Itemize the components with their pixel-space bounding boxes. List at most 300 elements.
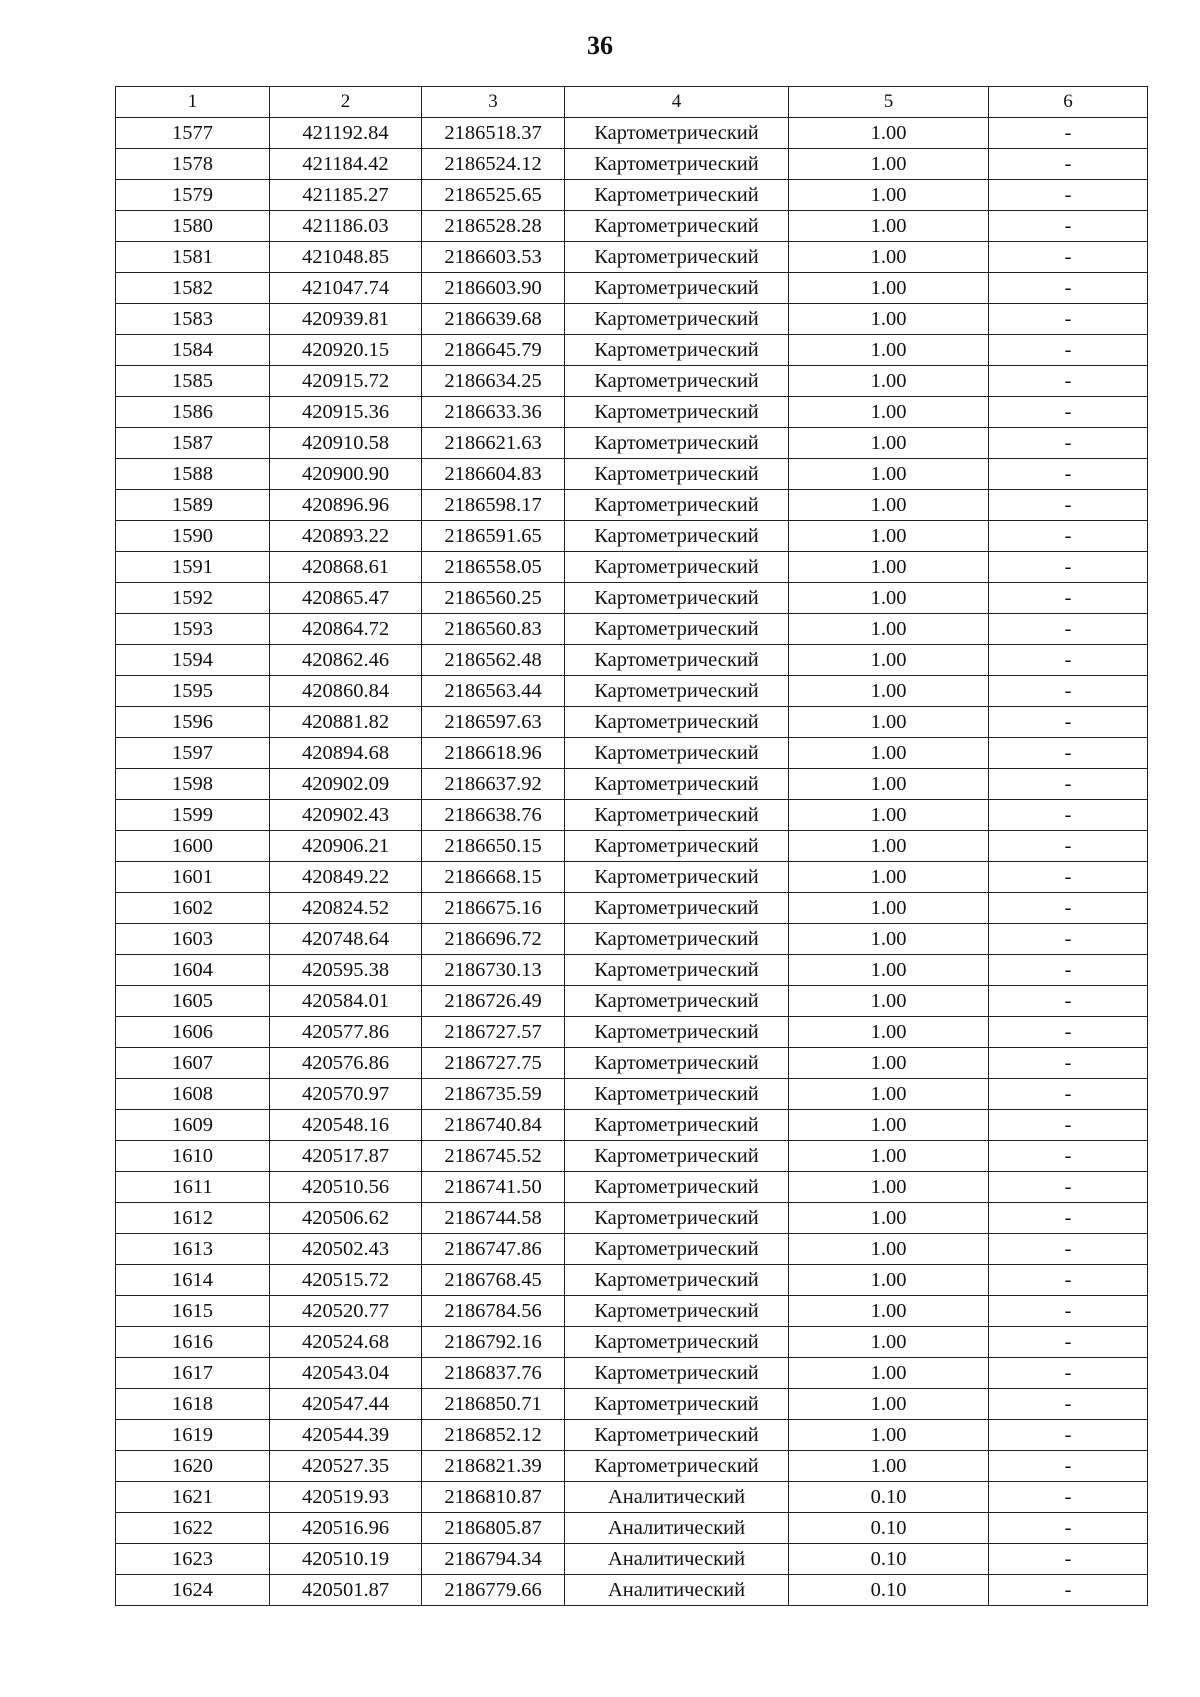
point-number-cell: 1599 xyxy=(116,800,270,831)
x-coordinate-cell: 420595.38 xyxy=(270,955,422,986)
accuracy-cell: 1.00 xyxy=(789,614,989,645)
accuracy-cell: 1.00 xyxy=(789,1451,989,1482)
table-row xyxy=(116,707,1148,738)
description-cell: - xyxy=(989,1482,1148,1513)
x-coordinate-cell: 420502.43 xyxy=(270,1234,422,1265)
header-row xyxy=(116,87,1148,118)
accuracy-cell: 1.00 xyxy=(789,645,989,676)
point-number-cell: 1596 xyxy=(116,707,270,738)
y-coordinate-cell: 2186668.15 xyxy=(422,862,565,893)
accuracy-cell: 1.00 xyxy=(789,1234,989,1265)
point-number-cell: 1619 xyxy=(116,1420,270,1451)
y-coordinate-cell: 2186563.44 xyxy=(422,676,565,707)
accuracy-cell: 1.00 xyxy=(789,149,989,180)
x-coordinate-cell: 420881.82 xyxy=(270,707,422,738)
method-cell: Картометрический xyxy=(565,676,789,707)
method-cell: Картометрический xyxy=(565,1172,789,1203)
accuracy-cell: 1.00 xyxy=(789,862,989,893)
accuracy-cell: 1.00 xyxy=(789,335,989,366)
accuracy-cell: 1.00 xyxy=(789,428,989,459)
method-cell: Картометрический xyxy=(565,769,789,800)
y-coordinate-cell: 2186675.16 xyxy=(422,893,565,924)
y-coordinate-cell: 2186597.63 xyxy=(422,707,565,738)
method-cell: Картометрический xyxy=(565,149,789,180)
accuracy-cell: 1.00 xyxy=(789,1048,989,1079)
accuracy-cell: 0.10 xyxy=(789,1544,989,1575)
table-row xyxy=(116,1451,1148,1482)
method-cell: Картометрический xyxy=(565,1389,789,1420)
accuracy-cell: 1.00 xyxy=(789,273,989,304)
x-coordinate-cell: 421047.74 xyxy=(270,273,422,304)
description-cell: - xyxy=(989,1079,1148,1110)
x-coordinate-cell: 421048.85 xyxy=(270,242,422,273)
description-cell: - xyxy=(989,1544,1148,1575)
method-cell: Картометрический xyxy=(565,1079,789,1110)
x-coordinate-cell: 420868.61 xyxy=(270,552,422,583)
accuracy-cell: 1.00 xyxy=(789,304,989,335)
table-row xyxy=(116,1420,1148,1451)
method-cell: Картометрический xyxy=(565,304,789,335)
table-row xyxy=(116,862,1148,893)
description-cell: - xyxy=(989,893,1148,924)
y-coordinate-cell: 2186558.05 xyxy=(422,552,565,583)
table-row xyxy=(116,1017,1148,1048)
y-coordinate-cell: 2186821.39 xyxy=(422,1451,565,1482)
table-row xyxy=(116,893,1148,924)
y-coordinate-cell: 2186639.68 xyxy=(422,304,565,335)
method-cell: Картометрический xyxy=(565,521,789,552)
x-coordinate-cell: 420862.46 xyxy=(270,645,422,676)
point-number-cell: 1623 xyxy=(116,1544,270,1575)
y-coordinate-cell: 2186735.59 xyxy=(422,1079,565,1110)
y-coordinate-cell: 2186747.86 xyxy=(422,1234,565,1265)
method-cell: Аналитический xyxy=(565,1575,789,1606)
description-cell: - xyxy=(989,614,1148,645)
accuracy-cell: 1.00 xyxy=(789,1265,989,1296)
accuracy-cell: 1.00 xyxy=(789,1017,989,1048)
y-coordinate-cell: 2186852.12 xyxy=(422,1420,565,1451)
table-row xyxy=(116,986,1148,1017)
table-row xyxy=(116,1358,1148,1389)
x-coordinate-cell: 421186.03 xyxy=(270,211,422,242)
x-coordinate-cell: 420527.35 xyxy=(270,1451,422,1482)
x-coordinate-cell: 420902.09 xyxy=(270,769,422,800)
method-cell: Картометрический xyxy=(565,614,789,645)
y-coordinate-cell: 2186792.16 xyxy=(422,1327,565,1358)
y-coordinate-cell: 2186837.76 xyxy=(422,1358,565,1389)
y-coordinate-cell: 2186730.13 xyxy=(422,955,565,986)
accuracy-cell: 1.00 xyxy=(789,118,989,149)
point-number-cell: 1604 xyxy=(116,955,270,986)
description-cell: - xyxy=(989,1358,1148,1389)
y-coordinate-cell: 2186598.17 xyxy=(422,490,565,521)
accuracy-cell: 1.00 xyxy=(789,242,989,273)
accuracy-cell: 1.00 xyxy=(789,676,989,707)
table-row xyxy=(116,304,1148,335)
point-number-cell: 1611 xyxy=(116,1172,270,1203)
description-cell: - xyxy=(989,955,1148,986)
method-cell: Картометрический xyxy=(565,986,789,1017)
method-cell: Картометрический xyxy=(565,180,789,211)
coordinates-table xyxy=(115,86,1148,1606)
description-cell: - xyxy=(989,521,1148,552)
table-row xyxy=(116,397,1148,428)
description-cell: - xyxy=(989,1327,1148,1358)
accuracy-cell: 1.00 xyxy=(789,1079,989,1110)
y-coordinate-cell: 2186768.45 xyxy=(422,1265,565,1296)
accuracy-cell: 1.00 xyxy=(789,1141,989,1172)
y-coordinate-cell: 2186745.52 xyxy=(422,1141,565,1172)
y-coordinate-cell: 2186650.15 xyxy=(422,831,565,862)
x-coordinate-cell: 420515.72 xyxy=(270,1265,422,1296)
x-coordinate-cell: 421192.84 xyxy=(270,118,422,149)
accuracy-cell: 1.00 xyxy=(789,738,989,769)
accuracy-cell: 1.00 xyxy=(789,1203,989,1234)
table-row xyxy=(116,118,1148,149)
y-coordinate-cell: 2186805.87 xyxy=(422,1513,565,1544)
point-number-cell: 1588 xyxy=(116,459,270,490)
point-number-cell: 1591 xyxy=(116,552,270,583)
method-cell: Картометрический xyxy=(565,955,789,986)
point-number-cell: 1601 xyxy=(116,862,270,893)
accuracy-cell: 1.00 xyxy=(789,211,989,242)
description-cell: - xyxy=(989,490,1148,521)
method-cell: Картометрический xyxy=(565,366,789,397)
table-row xyxy=(116,1141,1148,1172)
description-cell: - xyxy=(989,831,1148,862)
table-row xyxy=(116,1234,1148,1265)
point-number-cell: 1600 xyxy=(116,831,270,862)
method-cell: Картометрический xyxy=(565,738,789,769)
accuracy-cell: 1.00 xyxy=(789,893,989,924)
y-coordinate-cell: 2186560.83 xyxy=(422,614,565,645)
method-cell: Аналитический xyxy=(565,1544,789,1575)
y-coordinate-cell: 2186528.28 xyxy=(422,211,565,242)
table-row xyxy=(116,614,1148,645)
point-number-cell: 1617 xyxy=(116,1358,270,1389)
description-cell: - xyxy=(989,1234,1148,1265)
point-number-cell: 1608 xyxy=(116,1079,270,1110)
description-cell: - xyxy=(989,1172,1148,1203)
x-coordinate-cell: 420516.96 xyxy=(270,1513,422,1544)
point-number-cell: 1589 xyxy=(116,490,270,521)
x-coordinate-cell: 420864.72 xyxy=(270,614,422,645)
column-header: 4 xyxy=(565,87,789,118)
point-number-cell: 1605 xyxy=(116,986,270,1017)
x-coordinate-cell: 420748.64 xyxy=(270,924,422,955)
accuracy-cell: 1.00 xyxy=(789,1327,989,1358)
table-row xyxy=(116,1575,1148,1606)
description-cell: - xyxy=(989,118,1148,149)
method-cell: Картометрический xyxy=(565,1265,789,1296)
table-row xyxy=(116,521,1148,552)
x-coordinate-cell: 420524.68 xyxy=(270,1327,422,1358)
point-number-cell: 1595 xyxy=(116,676,270,707)
y-coordinate-cell: 2186741.50 xyxy=(422,1172,565,1203)
description-cell: - xyxy=(989,428,1148,459)
x-coordinate-cell: 421185.27 xyxy=(270,180,422,211)
table-row xyxy=(116,335,1148,366)
point-number-cell: 1597 xyxy=(116,738,270,769)
method-cell: Картометрический xyxy=(565,1141,789,1172)
point-number-cell: 1614 xyxy=(116,1265,270,1296)
accuracy-cell: 1.00 xyxy=(789,800,989,831)
table-row xyxy=(116,1389,1148,1420)
table-row xyxy=(116,1482,1148,1513)
point-number-cell: 1612 xyxy=(116,1203,270,1234)
description-cell: - xyxy=(989,1389,1148,1420)
accuracy-cell: 1.00 xyxy=(789,707,989,738)
description-cell: - xyxy=(989,862,1148,893)
description-cell: - xyxy=(989,707,1148,738)
table-row xyxy=(116,490,1148,521)
point-number-cell: 1621 xyxy=(116,1482,270,1513)
y-coordinate-cell: 2186810.87 xyxy=(422,1482,565,1513)
table-row xyxy=(116,769,1148,800)
description-cell: - xyxy=(989,304,1148,335)
y-coordinate-cell: 2186645.79 xyxy=(422,335,565,366)
method-cell: Картометрический xyxy=(565,459,789,490)
accuracy-cell: 1.00 xyxy=(789,1296,989,1327)
table-row xyxy=(116,676,1148,707)
accuracy-cell: 1.00 xyxy=(789,1389,989,1420)
point-number-cell: 1613 xyxy=(116,1234,270,1265)
description-cell: - xyxy=(989,583,1148,614)
x-coordinate-cell: 420584.01 xyxy=(270,986,422,1017)
point-number-cell: 1620 xyxy=(116,1451,270,1482)
y-coordinate-cell: 2186525.65 xyxy=(422,180,565,211)
y-coordinate-cell: 2186560.25 xyxy=(422,583,565,614)
point-number-cell: 1590 xyxy=(116,521,270,552)
x-coordinate-cell: 420577.86 xyxy=(270,1017,422,1048)
method-cell: Картометрический xyxy=(565,242,789,273)
x-coordinate-cell: 420860.84 xyxy=(270,676,422,707)
accuracy-cell: 1.00 xyxy=(789,490,989,521)
x-coordinate-cell: 420920.15 xyxy=(270,335,422,366)
x-coordinate-cell: 420506.62 xyxy=(270,1203,422,1234)
description-cell: - xyxy=(989,273,1148,304)
method-cell: Картометрический xyxy=(565,1420,789,1451)
point-number-cell: 1586 xyxy=(116,397,270,428)
method-cell: Картометрический xyxy=(565,1234,789,1265)
accuracy-cell: 1.00 xyxy=(789,521,989,552)
y-coordinate-cell: 2186726.49 xyxy=(422,986,565,1017)
point-number-cell: 1579 xyxy=(116,180,270,211)
method-cell: Картометрический xyxy=(565,118,789,149)
x-coordinate-cell: 420910.58 xyxy=(270,428,422,459)
method-cell: Картометрический xyxy=(565,1327,789,1358)
method-cell: Картометрический xyxy=(565,428,789,459)
point-number-cell: 1580 xyxy=(116,211,270,242)
method-cell: Картометрический xyxy=(565,1296,789,1327)
table-row xyxy=(116,1544,1148,1575)
y-coordinate-cell: 2186744.58 xyxy=(422,1203,565,1234)
point-number-cell: 1592 xyxy=(116,583,270,614)
description-cell: - xyxy=(989,1296,1148,1327)
point-number-cell: 1584 xyxy=(116,335,270,366)
point-number-cell: 1622 xyxy=(116,1513,270,1544)
y-coordinate-cell: 2186621.63 xyxy=(422,428,565,459)
table-row xyxy=(116,242,1148,273)
description-cell: - xyxy=(989,800,1148,831)
description-cell: - xyxy=(989,1420,1148,1451)
point-number-cell: 1583 xyxy=(116,304,270,335)
method-cell: Картометрический xyxy=(565,211,789,242)
x-coordinate-cell: 420893.22 xyxy=(270,521,422,552)
y-coordinate-cell: 2186779.66 xyxy=(422,1575,565,1606)
column-header: 6 xyxy=(989,87,1148,118)
point-number-cell: 1577 xyxy=(116,118,270,149)
x-coordinate-cell: 420894.68 xyxy=(270,738,422,769)
x-coordinate-cell: 420896.96 xyxy=(270,490,422,521)
accuracy-cell: 1.00 xyxy=(789,397,989,428)
table-row xyxy=(116,1327,1148,1358)
description-cell: - xyxy=(989,1265,1148,1296)
accuracy-cell: 1.00 xyxy=(789,583,989,614)
x-coordinate-cell: 420865.47 xyxy=(270,583,422,614)
description-cell: - xyxy=(989,645,1148,676)
accuracy-cell: 1.00 xyxy=(789,955,989,986)
description-cell: - xyxy=(989,769,1148,800)
description-cell: - xyxy=(989,366,1148,397)
x-coordinate-cell: 420939.81 xyxy=(270,304,422,335)
y-coordinate-cell: 2186727.75 xyxy=(422,1048,565,1079)
y-coordinate-cell: 2186634.25 xyxy=(422,366,565,397)
table-header xyxy=(116,87,1148,118)
description-cell: - xyxy=(989,552,1148,583)
accuracy-cell: 0.10 xyxy=(789,1513,989,1544)
x-coordinate-cell: 420501.87 xyxy=(270,1575,422,1606)
x-coordinate-cell: 420915.36 xyxy=(270,397,422,428)
accuracy-cell: 1.00 xyxy=(789,1110,989,1141)
method-cell: Картометрический xyxy=(565,924,789,955)
x-coordinate-cell: 420824.52 xyxy=(270,893,422,924)
table-row xyxy=(116,583,1148,614)
table-row xyxy=(116,1265,1148,1296)
accuracy-cell: 1.00 xyxy=(789,986,989,1017)
description-cell: - xyxy=(989,1203,1148,1234)
y-coordinate-cell: 2186638.76 xyxy=(422,800,565,831)
accuracy-cell: 1.00 xyxy=(789,1420,989,1451)
method-cell: Картометрический xyxy=(565,583,789,614)
table-row xyxy=(116,645,1148,676)
point-number-cell: 1610 xyxy=(116,1141,270,1172)
method-cell: Картометрический xyxy=(565,273,789,304)
table-row xyxy=(116,924,1148,955)
table-row xyxy=(116,459,1148,490)
point-number-cell: 1598 xyxy=(116,769,270,800)
method-cell: Картометрический xyxy=(565,1017,789,1048)
table-row xyxy=(116,1513,1148,1544)
column-header: 5 xyxy=(789,87,989,118)
accuracy-cell: 1.00 xyxy=(789,552,989,583)
table-row xyxy=(116,366,1148,397)
method-cell: Картометрический xyxy=(565,862,789,893)
table-body xyxy=(116,118,1148,1606)
x-coordinate-cell: 420548.16 xyxy=(270,1110,422,1141)
x-coordinate-cell: 420849.22 xyxy=(270,862,422,893)
description-cell: - xyxy=(989,242,1148,273)
y-coordinate-cell: 2186562.48 xyxy=(422,645,565,676)
point-number-cell: 1602 xyxy=(116,893,270,924)
y-coordinate-cell: 2186518.37 xyxy=(422,118,565,149)
x-coordinate-cell: 420547.44 xyxy=(270,1389,422,1420)
method-cell: Картометрический xyxy=(565,1110,789,1141)
x-coordinate-cell: 421184.42 xyxy=(270,149,422,180)
x-coordinate-cell: 420915.72 xyxy=(270,366,422,397)
description-cell: - xyxy=(989,1110,1148,1141)
description-cell: - xyxy=(989,924,1148,955)
point-number-cell: 1581 xyxy=(116,242,270,273)
method-cell: Картометрический xyxy=(565,552,789,583)
y-coordinate-cell: 2186696.72 xyxy=(422,924,565,955)
method-cell: Аналитический xyxy=(565,1513,789,1544)
description-cell: - xyxy=(989,1451,1148,1482)
accuracy-cell: 1.00 xyxy=(789,1172,989,1203)
accuracy-cell: 1.00 xyxy=(789,831,989,862)
point-number-cell: 1585 xyxy=(116,366,270,397)
description-cell: - xyxy=(989,211,1148,242)
description-cell: - xyxy=(989,335,1148,366)
table-row xyxy=(116,180,1148,211)
description-cell: - xyxy=(989,459,1148,490)
y-coordinate-cell: 2186603.53 xyxy=(422,242,565,273)
y-coordinate-cell: 2186604.83 xyxy=(422,459,565,490)
point-number-cell: 1582 xyxy=(116,273,270,304)
x-coordinate-cell: 420517.87 xyxy=(270,1141,422,1172)
y-coordinate-cell: 2186603.90 xyxy=(422,273,565,304)
x-coordinate-cell: 420520.77 xyxy=(270,1296,422,1327)
accuracy-cell: 1.00 xyxy=(789,366,989,397)
table-row xyxy=(116,1110,1148,1141)
method-cell: Картометрический xyxy=(565,893,789,924)
method-cell: Картометрический xyxy=(565,645,789,676)
accuracy-cell: 1.00 xyxy=(789,180,989,211)
table-row xyxy=(116,800,1148,831)
table-row xyxy=(116,552,1148,583)
accuracy-cell: 1.00 xyxy=(789,459,989,490)
point-number-cell: 1618 xyxy=(116,1389,270,1420)
description-cell: - xyxy=(989,397,1148,428)
point-number-cell: 1616 xyxy=(116,1327,270,1358)
x-coordinate-cell: 420510.19 xyxy=(270,1544,422,1575)
y-coordinate-cell: 2186784.56 xyxy=(422,1296,565,1327)
x-coordinate-cell: 420906.21 xyxy=(270,831,422,862)
y-coordinate-cell: 2186633.36 xyxy=(422,397,565,428)
description-cell: - xyxy=(989,180,1148,211)
description-cell: - xyxy=(989,1141,1148,1172)
x-coordinate-cell: 420902.43 xyxy=(270,800,422,831)
point-number-cell: 1593 xyxy=(116,614,270,645)
y-coordinate-cell: 2186727.57 xyxy=(422,1017,565,1048)
method-cell: Картометрический xyxy=(565,831,789,862)
accuracy-cell: 1.00 xyxy=(789,924,989,955)
table-row xyxy=(116,738,1148,769)
accuracy-cell: 1.00 xyxy=(789,1358,989,1389)
y-coordinate-cell: 2186850.71 xyxy=(422,1389,565,1420)
table-row xyxy=(116,1203,1148,1234)
method-cell: Картометрический xyxy=(565,335,789,366)
table-row xyxy=(116,1048,1148,1079)
table-row xyxy=(116,1079,1148,1110)
description-cell: - xyxy=(989,1048,1148,1079)
y-coordinate-cell: 2186524.12 xyxy=(422,149,565,180)
column-header: 2 xyxy=(270,87,422,118)
method-cell: Аналитический xyxy=(565,1482,789,1513)
column-header: 3 xyxy=(422,87,565,118)
method-cell: Картометрический xyxy=(565,397,789,428)
description-cell: - xyxy=(989,986,1148,1017)
